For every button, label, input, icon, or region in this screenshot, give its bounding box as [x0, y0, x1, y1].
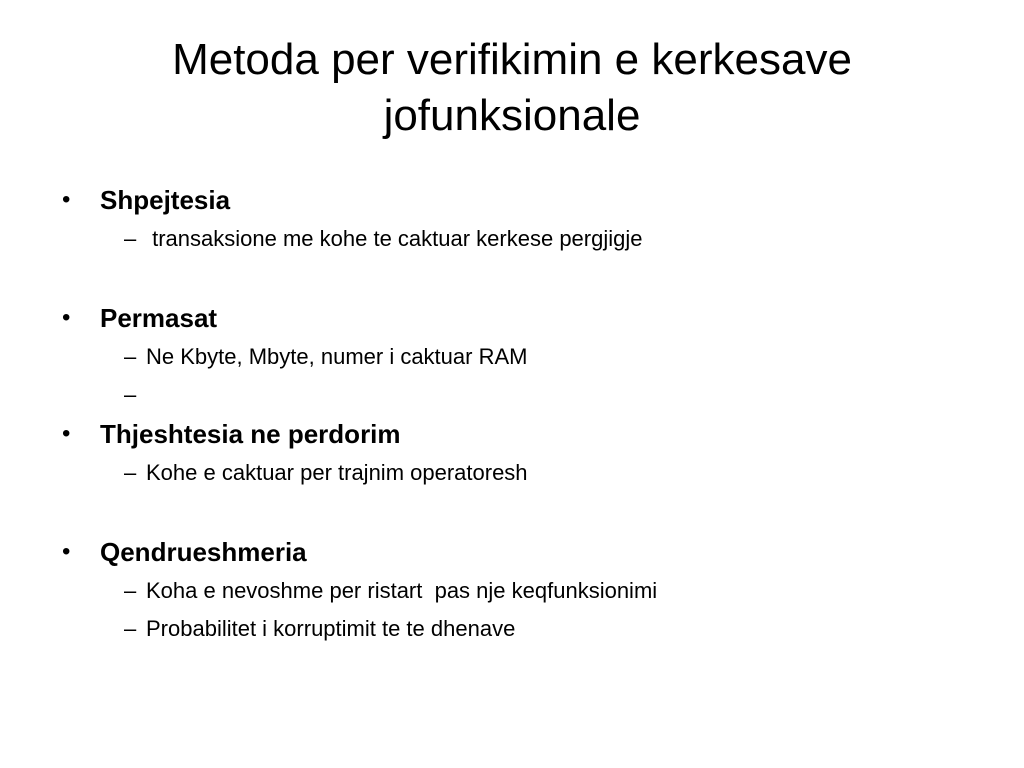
- bullet-list: [62, 180, 962, 648]
- dash-icon: –: [124, 382, 137, 407]
- bullet-item-qendrueshmeria: [62, 532, 962, 572]
- dash-icon: –: [124, 578, 137, 603]
- sub-item: [62, 454, 962, 492]
- sub-item-text: Probabilitet i korruptimit te te dhenave: [146, 616, 516, 641]
- dash-icon: –: [124, 460, 137, 485]
- bullet-label: Shpejtesia: [100, 185, 231, 215]
- bullet-icon: •: [62, 420, 71, 447]
- sub-item-text: Koha e nevoshme per ristart pas nje keqfunksionimi: [146, 578, 658, 603]
- bullet-item-permasat: [62, 298, 962, 338]
- sub-item-text: Kohe e caktuar per trajnim operatoresh: [146, 460, 528, 485]
- sub-item-empty: [62, 376, 962, 414]
- dash-icon: –: [124, 344, 137, 369]
- bullet-label: Qendrueshmeria: [100, 537, 307, 567]
- bullet-icon: •: [62, 538, 71, 565]
- bullet-item-thjeshtesia: [62, 414, 962, 454]
- bullet-label: Thjeshtesia ne perdorim: [100, 419, 401, 449]
- bullet-item-shpejtesia: [62, 180, 962, 220]
- bullet-label: Permasat: [100, 303, 218, 333]
- bullet-icon: •: [62, 186, 71, 213]
- dash-icon: –: [124, 226, 137, 251]
- sub-item: [62, 338, 962, 376]
- sub-item-text: transaksione me kohe te caktuar kerkese pergjigje: [146, 226, 643, 251]
- sub-item-text: Ne Kbyte, Mbyte, numer i caktuar RAM: [146, 344, 528, 369]
- slide-title: Metoda per verifikimin e kerkesave jofunksionale: [172, 35, 852, 140]
- bullet-icon: •: [62, 304, 71, 331]
- sub-item: [62, 610, 962, 648]
- sub-item: [62, 220, 962, 258]
- dash-icon: –: [124, 616, 137, 641]
- sub-item: [62, 572, 962, 610]
